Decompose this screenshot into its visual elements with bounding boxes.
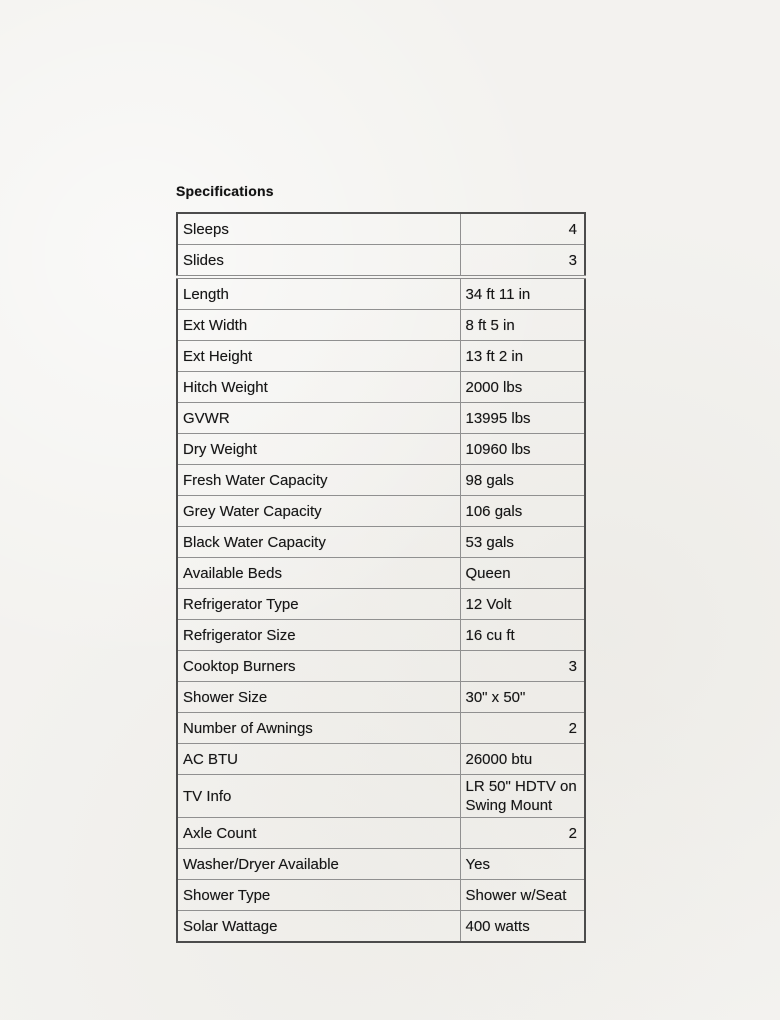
spec-row <box>177 911 585 943</box>
spec-value: 2 <box>460 713 585 744</box>
spec-value: 400 watts <box>460 911 585 943</box>
spec-label: Hitch Weight <box>177 372 460 403</box>
spec-value: 4 <box>460 213 585 245</box>
spec-label: Slides <box>177 245 460 278</box>
spec-row <box>177 341 585 372</box>
spec-row <box>177 713 585 744</box>
spec-label: Solar Wattage <box>177 911 460 943</box>
spec-label: Washer/Dryer Available <box>177 849 460 880</box>
spec-value: 2000 lbs <box>460 372 585 403</box>
spec-row <box>177 245 585 278</box>
spec-value: 3 <box>460 651 585 682</box>
spec-value: 10960 lbs <box>460 434 585 465</box>
spec-value: 3 <box>460 245 585 278</box>
spec-value: 16 cu ft <box>460 620 585 651</box>
spec-label: Dry Weight <box>177 434 460 465</box>
spec-row <box>177 744 585 775</box>
spec-row <box>177 849 585 880</box>
spec-row <box>177 589 585 620</box>
spec-row <box>177 372 585 403</box>
spec-label: Refrigerator Type <box>177 589 460 620</box>
spec-label: GVWR <box>177 403 460 434</box>
spec-label: Sleeps <box>177 213 460 245</box>
spec-row <box>177 496 585 527</box>
spec-row <box>177 310 585 341</box>
spec-row <box>177 620 585 651</box>
spec-label: Length <box>177 277 460 310</box>
spec-value: 12 Volt <box>460 589 585 620</box>
spec-value: 106 gals <box>460 496 585 527</box>
spec-value: 30" x 50" <box>460 682 585 713</box>
spec-row <box>177 818 585 849</box>
spec-value: Queen <box>460 558 585 589</box>
spec-label: Number of Awnings <box>177 713 460 744</box>
spec-value: 26000 btu <box>460 744 585 775</box>
spec-value: Yes <box>460 849 585 880</box>
spec-value: LR 50" HDTV on Swing Mount <box>460 775 585 818</box>
spec-value: Shower w/Seat <box>460 880 585 911</box>
spec-row <box>177 403 585 434</box>
spec-row <box>177 277 585 310</box>
spec-row <box>177 527 585 558</box>
spec-label: Shower Type <box>177 880 460 911</box>
spec-label: Black Water Capacity <box>177 527 460 558</box>
page-title: Specifications <box>176 183 274 199</box>
spec-row <box>177 775 585 818</box>
spec-row <box>177 682 585 713</box>
spec-value: 98 gals <box>460 465 585 496</box>
spec-label: Grey Water Capacity <box>177 496 460 527</box>
spec-label: Ext Width <box>177 310 460 341</box>
spec-label: AC BTU <box>177 744 460 775</box>
spec-value: 13 ft 2 in <box>460 341 585 372</box>
spec-label: Cooktop Burners <box>177 651 460 682</box>
spec-label: Refrigerator Size <box>177 620 460 651</box>
spec-table-body <box>177 213 585 942</box>
spec-label: Available Beds <box>177 558 460 589</box>
spec-label: Fresh Water Capacity <box>177 465 460 496</box>
spec-label: TV Info <box>177 775 460 818</box>
spec-value: 53 gals <box>460 527 585 558</box>
spec-label: Shower Size <box>177 682 460 713</box>
spec-label: Axle Count <box>177 818 460 849</box>
spec-row <box>177 465 585 496</box>
spec-value: 34 ft 11 in <box>460 277 585 310</box>
spec-value: 8 ft 5 in <box>460 310 585 341</box>
specifications-table <box>176 212 586 943</box>
spec-row <box>177 880 585 911</box>
spec-value: 13995 lbs <box>460 403 585 434</box>
spec-row <box>177 434 585 465</box>
spec-row <box>177 651 585 682</box>
spec-value: 2 <box>460 818 585 849</box>
spec-row <box>177 213 585 245</box>
spec-row <box>177 558 585 589</box>
spec-label: Ext Height <box>177 341 460 372</box>
